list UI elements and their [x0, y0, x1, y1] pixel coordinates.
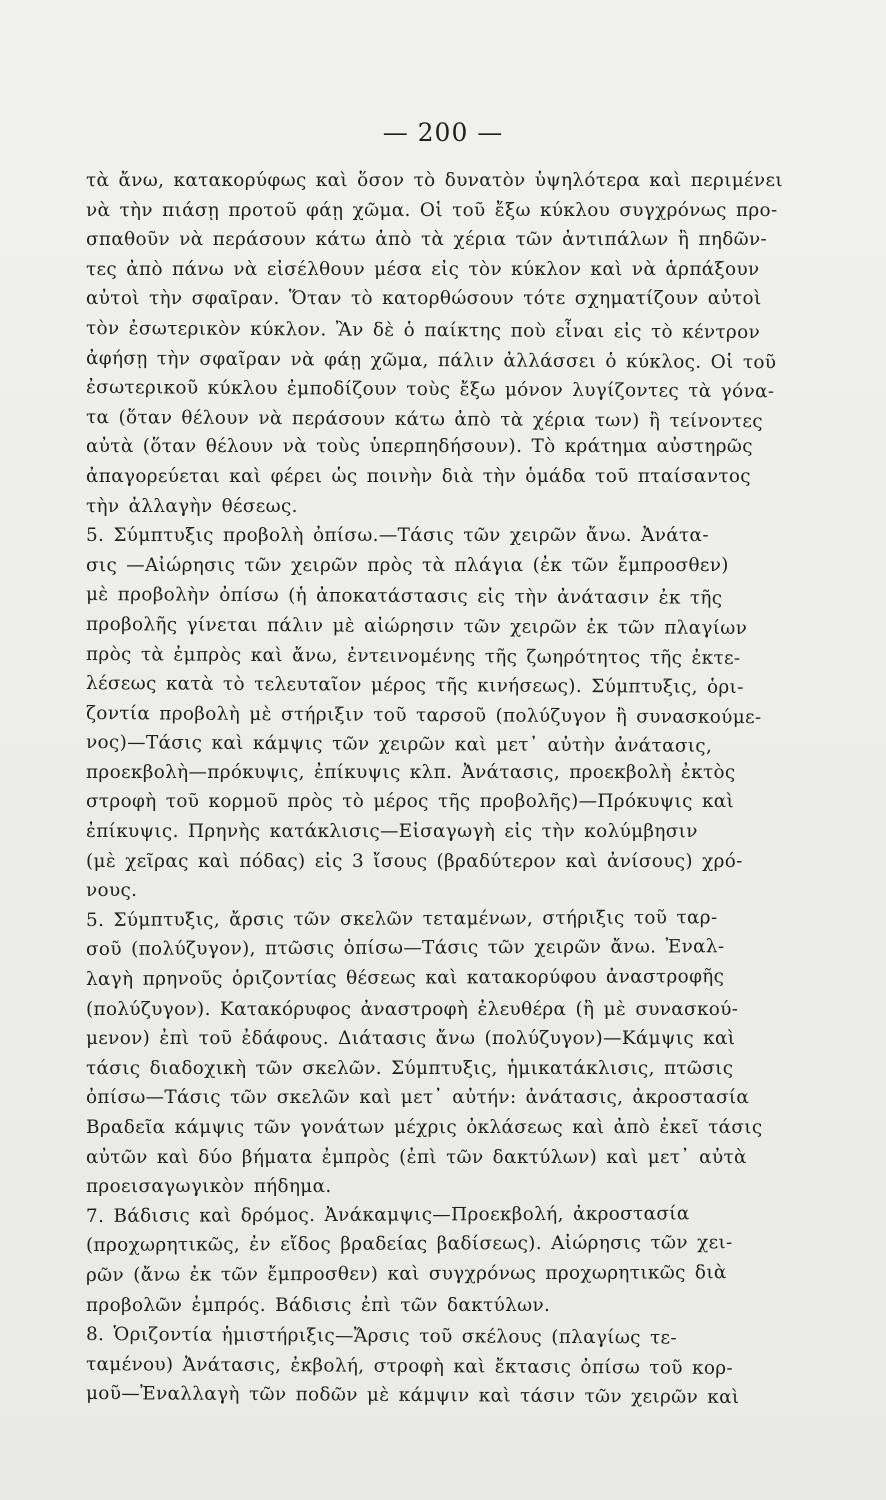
text-line: προβολῆς γίνεται πάλιν μὲ αἰώρησιν τῶν χειρῶν ἐκ τῶν πλαγίων	[85, 613, 748, 639]
text-line: νὰ τὴν πιάσῃ προτοῦ φάῃ χῶμα. Οἱ τοῦ ἔξω κύκλου συγχρόνως προ-	[86, 199, 778, 221]
paragraph-start: 5. Σύμπτυξις, ἄρσις τῶν σκελῶν τεταμένων, στήριξις τοῦ ταρ-	[85, 907, 718, 931]
text-line: σοῦ (πολύζυγον), πτῶσις ὀπίσω—Τάσις τῶν χειρῶν ἄνω. Ἐναλ-	[85, 936, 725, 961]
text-line: λέσεως κατὰ τὸ τελευταῖον μέρος τῆς κινήσεως). Σύμπτυξις, ὁρι-	[85, 673, 744, 699]
page-number: — 200 —	[382, 118, 504, 147]
text-line: σπαθοῦν νὰ περάσουν κάτω ἀπὸ τὰ χέρια τῶν ἀντιπάλων ἢ πηδῶν-	[86, 229, 768, 251]
text-line: πρὸς τὰ ἐμπρὸς καὶ ἄνω, ἐντεινομένης τῆς ζωηρότητος τῆς ἐκτε-	[85, 643, 741, 669]
paragraph-start: 7. Βάδισις καὶ δρόμος. Ἀνάκαμψις—Προεκβολή, ἀκροστασία	[85, 1203, 690, 1227]
text-line: ζοντία προβολὴ μὲ στήριξιν τοῦ ταρσοῦ (πολύζυγον ἢ συνασκούμε-	[85, 702, 762, 728]
text-line: (μὲ χεῖρας καὶ πόδας) εἰς 3 ἴσους (βραδύτερον καὶ ἀνίσους) χρό-	[86, 850, 743, 872]
text-line: τα (ὅταν θέλουν νὰ περάσουν κάτω ἀπὸ τὰ χέρια των) ἢ τείνοντες	[85, 406, 764, 432]
text-line: αὐτοὶ τὴν σφαῖραν. Ὅταν τὸ κατορθώσουν τότε σχηματίζουν αὐτοὶ	[86, 288, 762, 310]
text-line: τάσις διαδοχικὴ τῶν σκελῶν. Σύμπτυξις, ἡμικατάκλισις, πτῶσις	[86, 1057, 734, 1079]
text-line: ὀπίσω—Τάσις τῶν σκελῶν καὶ μετ᾽ αὐτήν: ἀνάτασις, ἀκροστασία	[86, 1087, 750, 1109]
text-line: ρῶν (ἄνω ἐκ τῶν ἔμπροσθεν) καὶ συγχρόνως προχωρητικῶς διὰ	[85, 1262, 727, 1286]
text-line: αὐτὰ (ὅταν θέλουν νὰ τοὺς ὑπερπηδήσουν). Τὸ κράτημα αὐστηρῶς	[86, 436, 753, 458]
text-line: μενον) ἐπὶ τοῦ ἐδάφους. Διάτασις ἄνω (πολύζυγον)—Κάμψις καὶ	[86, 1028, 736, 1050]
text-line: λαγὴ πρηνοῦς ὁριζοντίας θέσεως καὶ κατακορύφου ἀναστροφῆς	[85, 966, 725, 991]
text-line: αὐτῶν καὶ δύο βήματα ἐμπρὸς (ἐπὶ τῶν δακτύλων) καὶ μετ᾽ αὐτὰ	[86, 1146, 747, 1168]
text-line: μοῦ—Ἐναλλαγὴ τῶν ποδῶν μὲ κάμψιν καὶ τάσιν τῶν χειρῶν καὶ	[85, 1383, 740, 1409]
text-line: μὲ προβολὴν ὀπίσω (ἡ ἀποκατάστασις εἰς τὴν ἀνάτασιν ἐκ τῆς	[85, 584, 723, 610]
text-line: ἀφήσῃ τὴν σφαῖραν νὰ φάῃ χῶμα, πάλιν ἀλλάσσει ὁ κύκλος. Οἱ τοῦ	[85, 347, 777, 373]
text-line: ἐπίκυψις. Πρηνὴς κατάκλισις—Εἰσαγωγὴ εἰς τὴν κολύμβησιν	[86, 821, 698, 843]
text-line: τες ἀπὸ πάνω νὰ εἰσέλθουν μέσα εἰς τὸν κύκλον καὶ νὰ ἁρπάξουν	[86, 258, 760, 280]
text-line: (προχωρητικῶς, ἐν εἴδος βραδείας βαδίσεως). Αἰώρησις τῶν χει-	[85, 1232, 733, 1257]
text-line: νους.	[86, 880, 138, 902]
text-line: Βραδεῖα κάμψις τῶν γονάτων μέχρις ὀκλάσεως καὶ ἀπὸ ἐκεῖ τάσις	[86, 1117, 763, 1138]
text-line: (πολύζυγον). Κατακόρυφος ἀναστροφὴ ἐλευθέρα (ἢ μὲ συνασκού-	[86, 998, 739, 1020]
text-line: προβολῶν ἐμπρός. Βάδισις ἐπὶ τῶν δακτύλων.	[86, 1294, 551, 1316]
body-text	[86, 166, 851, 1409]
text-line: τὴν ἀλλαγὴν θέσεως.	[86, 495, 298, 517]
paragraph-start: 8. Ὁριζοντία ἡμιστήριξις—Ἄρσις τοῦ σκέλους (πλαγίως τε-	[85, 1324, 678, 1349]
text-line: προεκβολὴ—πρόκυψις, ἐπίκυψις κλπ. Ἀνάτασις, προεκβολὴ ἐκτὸς	[86, 761, 736, 783]
text-line: προεισαγωγικὸν πήδημα.	[86, 1176, 332, 1198]
text-line: τὸν ἐσωτερικὸν κύκλον. Ἂν δὲ ὁ παίκτης ποὺ εἶναι εἰς τὸ κέντρον	[85, 317, 761, 344]
text-line: νος)—Τάσις καὶ κάμψις τῶν χειρῶν καὶ μετ᾽ αὐτὴν ἀνάτασις,	[85, 732, 713, 758]
text-line: τὰ ἄνω, κατακορύφως καὶ ὅσον τὸ δυνατὸν ὑψηλότερα καὶ περιμένει	[86, 170, 783, 191]
text-line: στροφὴ τοῦ κορμοῦ πρὸς τὸ μέρος τῆς προβολῆς)—Πρόκυψις καὶ	[86, 791, 735, 813]
text-line: σις —Αἰώρησις τῶν χειρῶν πρὸς τὰ πλάγια (ἐκ τῶν ἔμπροσθεν)	[86, 554, 729, 576]
text-line: ταμένου) Ἀνάτασις, ἐκβολή, στροφὴ καὶ ἔκτασις ὀπίσω τοῦ κορ-	[85, 1353, 734, 1379]
text-line: ἀπαγορεύεται καὶ φέρει ὡς ποινὴν διὰ τὴν ὁμάδα τοῦ πταίσαντος	[86, 465, 751, 487]
paragraph-start: 5. Σύμπτυξις προβολὴ ὀπίσω.—Τάσις τῶν χειρῶν ἄνω. Ἀνάτα-	[86, 525, 709, 547]
text-line: ἐσωτερικοῦ κύκλου ἐμποδίζουν τοὺς ἔξω μόνον λυγίζοντες τὰ γόνα-	[85, 377, 775, 403]
